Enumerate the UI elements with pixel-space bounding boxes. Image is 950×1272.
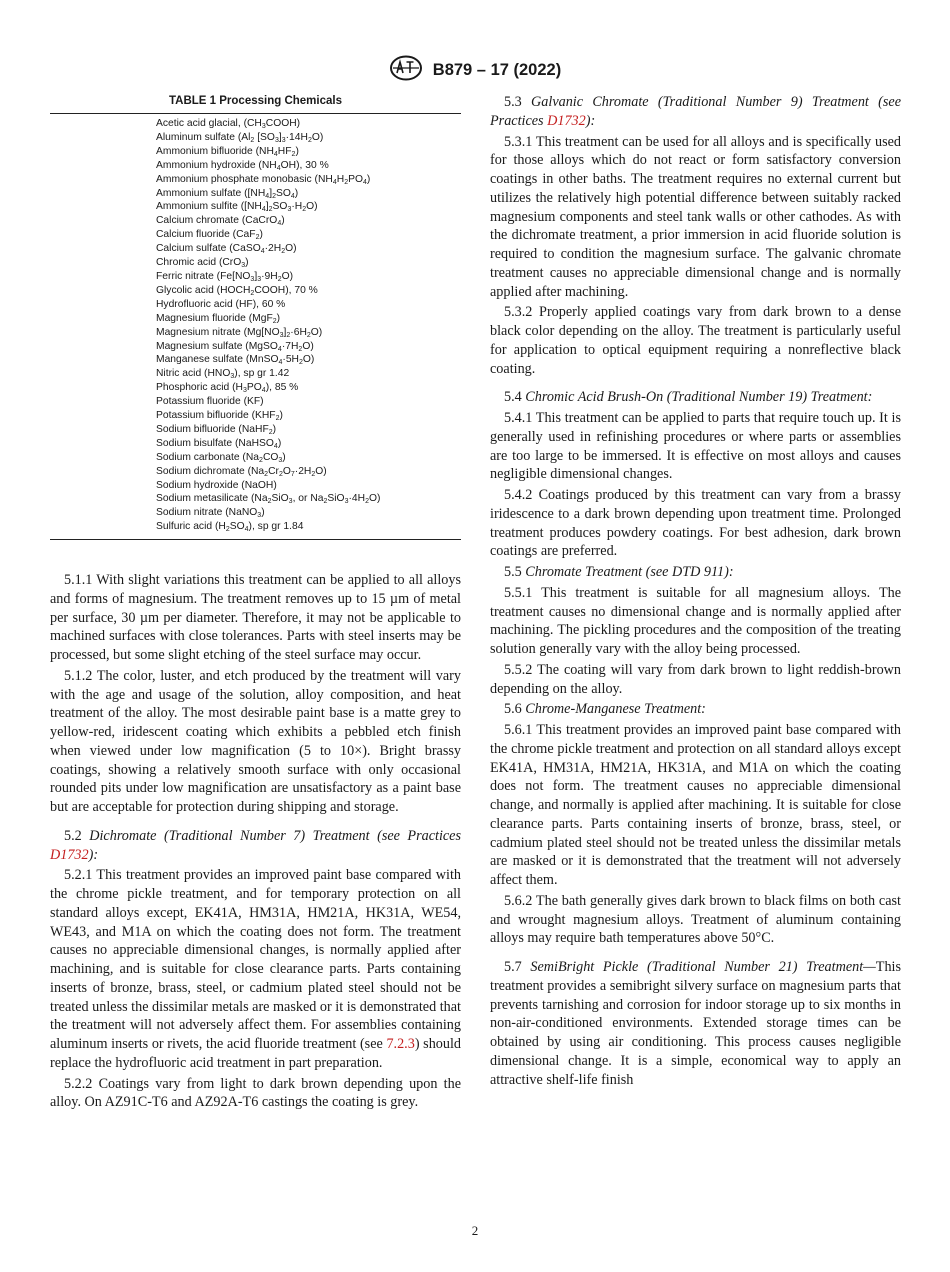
table-row: Manganese sulfate $(MnSO_4\cdot 5H_2O)$ [156,354,315,367]
link-d1732-2[interactable]: D1732 [547,112,586,129]
table-row: Potassium bifluoride $(KHF_2)$ [156,410,283,423]
table-row: Sodium bifluoride (NaHF$_2$) [156,423,277,436]
table-row: Magnesium sulfate $(MgSO_4\cdot 7H_2O)$ [156,340,314,353]
table-row: Ferric nitrate $(Fe[NO_3]_3\cdot 9H_2O)$ [156,270,294,283]
paragraph-5-6-1: 5.6.1 This treatment provides an improved paint base compared with the chrome pickle treatment and protection on all standard alloys except EK41A, HM31A, HM21A, HK31A, and M1A on which the coating does not form. The treatment causes no appreciable dimensional change, and normally is applied after machining. It is suitable for close clearance parts. Parts containing inserts of bronze, brass, steel, or cadmium plated steel should not be treated unless the dissimilar metals are masked or it is demonstrated that the treatment will not adversely affect them. [490,722,901,888]
paragraph-5-3-2: 5.3.2 Properly applied coatings vary from dark brown to a dense black color depending on the alloy. The treatment is particularly useful for application to optical equipment requiring a nonreflective black coating. [490,304,901,377]
paragraph-5-6-2: 5.6.2 The bath generally gives dark brown to black films on both cast and wrought magnesium alloys. Treatment of aluminum containing alloys may require bath temperatures above 50°C. [490,892,901,947]
section-5-4-heading: 5.4 Chromic Acid Brush-On (Traditional Number 19) Treatment: [504,389,873,406]
table-row: Sulfuric acid $(H_2SO_4)$, sp gr 1.84 [156,521,304,534]
section-5-7: 5.7 SemiBright Pickle (Traditional Number 21) Treatment—This treatment provides a semibright silvery surface on magnesium parts that prevents tarnishing and corrosion for indoor storage up to six months in non-air-conditioned environments. Extended storage times can be obtained by using air conditioning. This process causes negligible dimensional change. It is a simple, economical way to apply an attractive shelf-life finish [490,959,902,1088]
paragraph-5-1-2: 5.1.2 The color, luster, and etch produced by the treatment will vary with the age and usage of the solution, alloy composition, and heat treatment of the alloy. The most desirable paint base is a matte grey to yellow-red, iridescent coating which exhibits a pebbled etch finish when viewed under low magnification (5 to 10×). Bright brassy coatings, showing a relatively smooth surface with only occasional rounded pits under low magnification are unsatisfactory as a paint base but are acceptable for protection during shipping and storage. [50,667,461,816]
table-row: Aluminum sulfate ($Al_2$ $[SO_3]_3\cdot 14H_2O$) [156,131,324,144]
paragraph-5-4-2: 5.4.2 Coatings produced by this treatment can vary from a brassy iridescence to a dark brown depending upon treatment time. Prolonged treatment produces powdery coatings. For best adhesion, dark brown coatings are preferred. [490,487,901,560]
table-row: Ammonium hydroxide $(NH_4OH)$, 30 % [156,159,329,172]
table-row: Sodium hydroxide (NaOH) [156,479,277,491]
left-column [50,93,461,1112]
paragraph-5-3-1: 5.3.1 This treatment can be used for all alloys and is specifically used for those alloys which do not react or form satisfactory conversion coatings in other baths. The treatment requires no external current but utilizes the relatively high potential difference between suitably racked magnesium components and steel tank walls or other cathodes. As with the dichromate treatment, a prior immersion in acid fluoride solution is required to condition the magnesium surface. The galvanic chromate treatment causes no appreciable dimensional change and is normally applied after machining. [490,133,901,300]
document-title: B879 – 17 (2022) [432,61,562,79]
paragraph-5-2-1: 5.2.1 This treatment provides an improved paint base compared with the chrome pickle treatment, and for temporary protection on all standard alloys except, EK41A, HM31A, HM21A, HK31A, WE54, WE43, and M1A on which the coating does not form. The treatment causes no appreciable dimensional changes, is normally applied after machining, and is suitable for close clearance parts. Parts containing inserts of bronze, brass, steel, or cadmium plated steel should not be treated unless the dissimilar metals are masked or it is demonstrated that the treatment will not adversely affect them. For assemblies containing aluminum inserts or rivets, the acid fluoride treatment (see 7.2.3) should replace the hydrofluoric acid treatment in part preparation. [50,867,462,1071]
table-row: Ammonium sulfate $([NH_4]_2SO_4)$ [156,187,299,200]
table-row: Calcium chromate (CaCrO$_4$) [156,215,285,228]
section-5-2-heading: 5.2 Dichromate (Traditional Number 7) Treatment (see Practices D1732): [50,827,462,863]
table-row: Sodium dichromate $(Na_2Cr_2O_7\cdot 2H_2O)$ [156,465,327,478]
table-row: Calcium fluoride (CaF$_2$) [156,229,263,242]
table-row: Sodium nitrate (NaNO$_3$) [156,507,265,520]
page-number: 2 [471,1223,479,1238]
table-row: Potassium fluoride (KF) [156,396,264,408]
processing-chemicals-table [50,113,461,540]
table-row: Sodium metasilicate ($Na_2SiO_3$, or $Na_2SiO_3\cdot 4H_2O$) [156,493,381,506]
table-row: Calcium sulfate $(CaSO_4\cdot 2H_2O)$ [156,243,297,256]
right-column [490,93,901,1089]
table-row: Ammonium sulfite $([NH_4]_2SO_3\cdot H_2O)$ [156,201,318,214]
table-row: Magnesium nitrate $(Mg[NO_3]_2\cdot 6H_2O)$ [156,326,323,339]
page-header [0,55,950,86]
paragraph-5-2-2: 5.2.2 Coatings vary from light to dark brown depending upon the alloy. On AZ91C-T6 and AZ92A-T6 castings the coating is grey. [50,1075,461,1111]
section-5-5-heading: 5.5 Chromate Treatment (see DTD 911): [504,564,734,580]
table-row: Phosphoric acid $(H_3PO_4)$, 85 % [156,382,299,395]
table-row: Hydrofluoric acid (HF), 60 % [156,298,286,310]
table-row: Sodium bisulfate (NaHSO$_4$) [156,437,282,450]
table-row: Nitric acid $(HNO_3)$, sp gr 1.42 [156,368,290,381]
link-7-2-3[interactable]: 7.2.3 [386,1036,415,1053]
section-5-6-heading: 5.6 Chrome-Manganese Treatment: [504,701,706,718]
link-d1732[interactable]: D1732 [50,846,89,863]
paragraph-5-5-1: 5.5.1 This treatment is suitable for all magnesium alloys. The treatment causes no dimensional change and is normally applied after machining. The pickling procedures and the composition of the treating solution generally vary with the alloy being processed. [490,584,901,657]
table-row: Chromic acid (CrO$_3$) [156,257,249,270]
table-row: Glycolic acid $(HOCH_2COOH)$, 70 % [156,284,318,297]
table-row: Magnesium fluoride (MgF$_2$) [156,312,281,325]
astm-logo-icon [389,55,423,86]
table-row: Ammonium bifluoride $(NH_4HF_2)$ [156,145,299,158]
table-row: Ammonium phosphate monobasic $(NH_4H_2PO_4)$ [156,173,371,186]
paragraph-5-5-2: 5.5.2 The coating will vary from dark brown to light reddish-brown depending on the alloy. [490,661,901,697]
table-row: Acetic acid glacial, $(CH_3COOH)$ [156,118,301,130]
section-5-3-heading: 5.3 Galvanic Chromate (Traditional Number 9) Treatment (see Practices D1732): [490,94,902,129]
table-row: Sodium carbonate $(Na_2CO_3)$ [156,451,286,464]
table-title: TABLE 1 Processing Chemicals [169,95,342,107]
paragraph-5-1-1: 5.1.1 With slight variations this treatment can be applied to all alloys and forms of magnesium. The treatment removes up to 15 µm of metal per surface, 30 µm per diameter. Therefore, it may not be applicable to machined surfaces with close tolerances. Parts with steel inserts may be processed, but some slight etching of the steel surface may occur. [50,572,461,664]
paragraph-5-4-1: 5.4.1 This treatment can be applied to parts that require touch up. It is generally used in refinishing procedures or where parts or assemblies are too large to be immersed. It is effective on most alloys and causes negligible dimensional changes. [490,410,901,483]
